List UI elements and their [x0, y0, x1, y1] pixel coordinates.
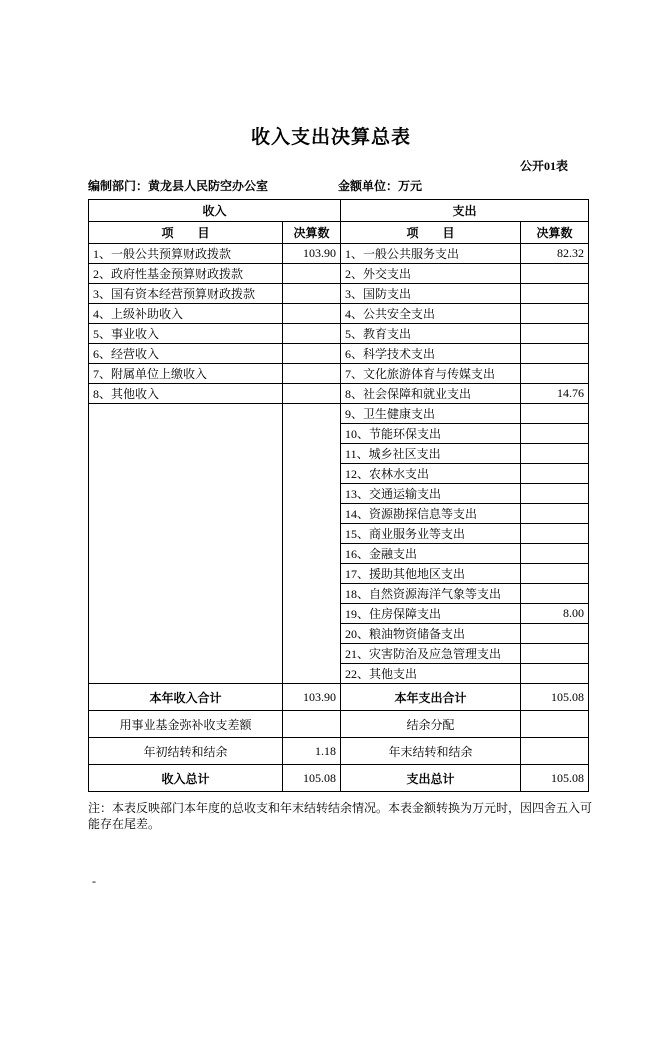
expense-value-cell [521, 524, 589, 544]
expense-value-cell [521, 584, 589, 604]
expense-item-cell: 4、公共安全支出 [341, 304, 521, 324]
summary-item-cell: 年初结转和结余 [89, 738, 283, 765]
expense-value-cell [521, 444, 589, 464]
table-code: 公开01表 [519, 159, 568, 173]
table-row [89, 404, 589, 424]
expense-item-cell: 22、其他支出 [341, 664, 521, 684]
income-value-cell [283, 344, 341, 364]
income-item-cell: 8、其他收入 [89, 384, 283, 404]
expense-value-cell [521, 344, 589, 364]
income-item-cell: 6、经营收入 [89, 344, 283, 364]
expense-item-cell: 19、住房保障支出 [341, 604, 521, 624]
income-value-cell: 103.90 [283, 244, 341, 264]
table-row [89, 384, 589, 404]
expense-item-cell: 21、灾害防治及应急管理支出 [341, 644, 521, 664]
expense-value-cell: 14.76 [521, 384, 589, 404]
expense-item-cell: 16、金融支出 [341, 544, 521, 564]
expense-item-cell: 8、社会保障和就业支出 [341, 384, 521, 404]
expense-item-cell: 11、城乡社区支出 [341, 444, 521, 464]
expense-item-cell: 15、商业服务业等支出 [341, 524, 521, 544]
expense-item-cell: 10、节能环保支出 [341, 424, 521, 444]
expense-value-cell [521, 664, 589, 684]
expense-value-cell [521, 364, 589, 384]
expense-item-cell: 17、援助其他地区支出 [341, 564, 521, 584]
expense-item-cell: 20、粮油物资储备支出 [341, 624, 521, 644]
summary-row [89, 684, 589, 711]
page-title: 收入支出决算总表 [250, 127, 411, 148]
meta-row [88, 177, 588, 194]
table-row [89, 244, 589, 264]
dept-label: 编制部门：黄龙县人民防空办公室 [88, 179, 269, 193]
summary-item-cell: 本年支出合计 [341, 684, 521, 711]
expense-item-cell: 1、一般公共服务支出 [341, 244, 521, 264]
income-value-blank-cell [283, 404, 341, 684]
income-value-cell [283, 284, 341, 304]
expense-value-cell [521, 564, 589, 584]
expense-item-cell: 18、自然资源海洋气象等支出 [341, 584, 521, 604]
expense-value-cell [521, 644, 589, 664]
budget-table [88, 199, 589, 792]
expense-value-cell [521, 624, 589, 644]
table-row [89, 284, 589, 304]
section-header-row [89, 200, 589, 222]
expense-item-header: 项 目 [341, 222, 521, 244]
expense-value-cell [521, 264, 589, 284]
expense-value-cell [521, 424, 589, 444]
summary-value-cell [283, 711, 341, 738]
income-item-cell: 1、一般公共预算财政拨款 [89, 244, 283, 264]
income-section-header: 收入 [89, 200, 341, 222]
trailing-dash: - [92, 874, 96, 889]
expense-value-cell [521, 504, 589, 524]
income-item-blank-cell [89, 404, 283, 684]
summary-row [89, 738, 589, 765]
expense-value-cell [521, 544, 589, 564]
income-item-cell: 7、附属单位上缴收入 [89, 364, 283, 384]
summary-value-cell: 105.08 [521, 765, 589, 792]
income-item-cell: 4、上级补助收入 [89, 304, 283, 324]
summary-item-cell: 收入总计 [89, 765, 283, 792]
footnote: 注：本表反映部门本年度的总收支和年末结转结余情况。本表金额转换为万元时，因四舍五入可能存在尾差。 [88, 801, 593, 832]
summary-value-cell: 103.90 [283, 684, 341, 711]
summary-item-cell: 结余分配 [341, 711, 521, 738]
income-item-header: 项 目 [89, 222, 283, 244]
expense-item-cell: 2、外交支出 [341, 264, 521, 284]
expense-item-cell: 3、国防支出 [341, 284, 521, 304]
summary-item-cell: 用事业基金弥补收支差额 [89, 711, 283, 738]
expense-section-header: 支出 [341, 200, 589, 222]
summary-value-cell [521, 711, 589, 738]
income-item-cell: 2、政府性基金预算财政拨款 [89, 264, 283, 284]
expense-item-cell: 6、科学技术支出 [341, 344, 521, 364]
expense-item-cell: 13、交通运输支出 [341, 484, 521, 504]
income-amount-header: 决算数 [283, 222, 341, 244]
summary-value-cell: 1.18 [283, 738, 341, 765]
table-row [89, 364, 589, 384]
expense-item-cell: 9、卫生健康支出 [341, 404, 521, 424]
expense-item-cell: 5、教育支出 [341, 324, 521, 344]
expense-amount-header: 决算数 [521, 222, 589, 244]
income-item-cell: 3、国有资本经营预算财政拨款 [89, 284, 283, 304]
income-value-cell [283, 304, 341, 324]
summary-value-cell: 105.08 [283, 765, 341, 792]
expense-value-cell: 82.32 [521, 244, 589, 264]
table-row [89, 304, 589, 324]
summary-value-cell [521, 738, 589, 765]
unit-label: 金额单位：万元 [338, 179, 423, 193]
expense-value-cell [521, 324, 589, 344]
expense-item-cell: 12、农林水支出 [341, 464, 521, 484]
summary-row [89, 711, 589, 738]
summary-item-cell: 年末结转和结余 [341, 738, 521, 765]
expense-item-cell: 7、文化旅游体育与传媒支出 [341, 364, 521, 384]
income-item-cell: 5、事业收入 [89, 324, 283, 344]
summary-row [89, 765, 589, 792]
expense-value-cell [521, 284, 589, 304]
table-row [89, 344, 589, 364]
income-value-cell [283, 364, 341, 384]
column-header-row [89, 222, 589, 244]
expense-value-cell: 8.00 [521, 604, 589, 624]
expense-value-cell [521, 484, 589, 504]
summary-item-cell: 支出总计 [341, 765, 521, 792]
expense-item-cell: 14、资源勘探信息等支出 [341, 504, 521, 524]
income-value-cell [283, 384, 341, 404]
expense-value-cell [521, 464, 589, 484]
summary-value-cell: 105.08 [521, 684, 589, 711]
expense-value-cell [521, 404, 589, 424]
table-row [89, 264, 589, 284]
income-value-cell [283, 264, 341, 284]
income-value-cell [283, 324, 341, 344]
table-row [89, 324, 589, 344]
summary-item-cell: 本年收入合计 [89, 684, 283, 711]
expense-value-cell [521, 304, 589, 324]
